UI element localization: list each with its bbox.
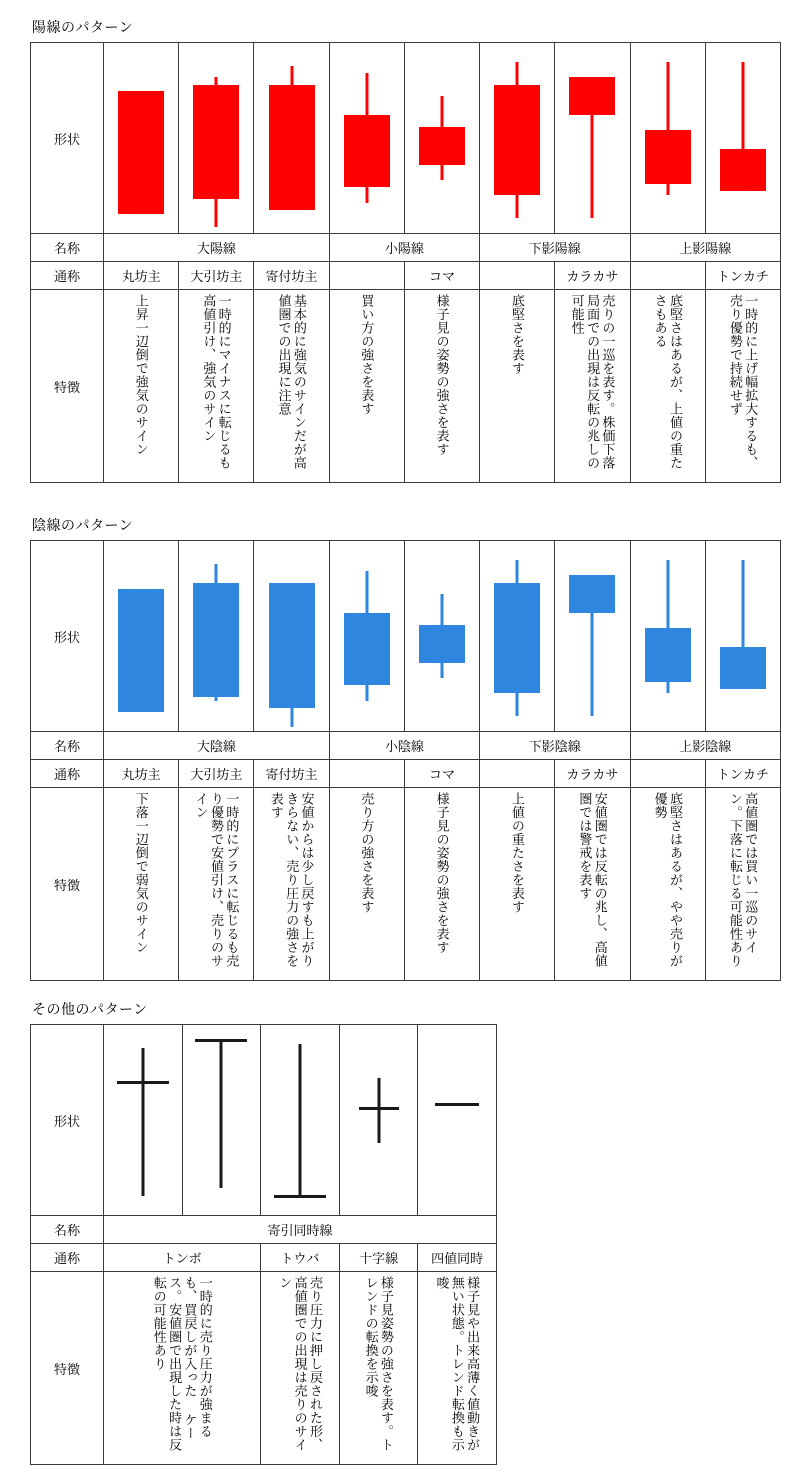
shape-cell <box>104 541 179 732</box>
shape-cell <box>329 541 404 732</box>
feature-text-wrap <box>405 788 479 980</box>
feature-text: 底堅さを表す <box>509 294 525 375</box>
feature-text: 安値圏では反転の兆し、高値圏では警戒を表す <box>577 792 608 968</box>
pattern-alias-cell: 大引坊主 <box>179 262 254 290</box>
alias-row <box>31 262 781 290</box>
doji-shape <box>183 1025 261 1215</box>
pattern-name-cell: 小陽線 <box>329 234 479 262</box>
row-label-shape: 形状 <box>31 1025 104 1216</box>
shape-cell <box>705 43 780 234</box>
feature-text-wrap <box>254 788 328 980</box>
pattern-name-cell: 小陰線 <box>329 732 479 760</box>
doji-shape <box>261 1025 339 1215</box>
feature-text: 買い方の強さを表す <box>359 294 375 416</box>
pattern-feature-cell <box>705 290 780 483</box>
feature-text-wrap <box>179 788 253 980</box>
candle-shape <box>104 541 178 731</box>
doji-shape <box>340 1025 418 1215</box>
pattern-feature-cell <box>254 788 329 981</box>
feature-text-wrap <box>631 290 705 482</box>
feature-text-wrap <box>104 290 178 482</box>
pattern-alias-cell: 丸坊主 <box>104 262 179 290</box>
shape-cell <box>404 43 479 234</box>
pattern-feature-cell <box>480 290 555 483</box>
name-row <box>31 234 781 262</box>
shape-cell <box>254 541 329 732</box>
feature-text: 売り圧力に押し戻された形、高値圏での出現は売りのサイン <box>277 1276 323 1452</box>
doji-shape <box>418 1025 496 1215</box>
feature-text: 売りの一巡を表す。株価下落局面での出現は反転の兆しの可能性 <box>569 294 616 470</box>
pattern-feature-cell <box>630 290 705 483</box>
pattern-feature-cell <box>254 290 329 483</box>
shape-cell <box>404 541 479 732</box>
feature-text-wrap <box>706 290 780 482</box>
pattern-alias-cell: トンカチ <box>705 262 780 290</box>
pattern-table-bearish <box>30 540 781 981</box>
shape-cell <box>480 541 555 732</box>
shape-cell <box>254 43 329 234</box>
doji-horizontal-line <box>435 1103 479 1106</box>
shape-cell <box>261 1025 340 1216</box>
doji-horizontal-line <box>359 1107 399 1110</box>
shape-cell <box>339 1025 418 1216</box>
candle-shape <box>631 43 705 233</box>
name-row <box>31 732 781 760</box>
feature-text-wrap <box>261 1272 339 1464</box>
feature-text-wrap <box>104 1272 260 1464</box>
pattern-alias-cell: 丸坊主 <box>104 760 179 788</box>
candle-shape <box>405 43 479 233</box>
feature-text: 売り方の強さを表す <box>359 792 375 914</box>
pattern-feature-cell <box>555 290 630 483</box>
pattern-feature-cell <box>179 290 254 483</box>
pattern-feature-cell <box>404 788 479 981</box>
pattern-feature-cell <box>418 1272 497 1465</box>
section-title: その他のパターン <box>32 1001 148 1017</box>
candle-body <box>118 91 164 215</box>
feature-text: 一時的に上げ幅拡大するも、売り優勢で持続せず <box>727 294 759 470</box>
shape-row <box>31 43 781 234</box>
pattern-alias-cell <box>630 760 705 788</box>
pattern-feature-cell <box>179 788 254 981</box>
candle-body <box>344 613 390 685</box>
pattern-alias-cell <box>329 760 404 788</box>
candle-shape <box>104 43 178 233</box>
row-label-feature: 特徴 <box>31 788 104 981</box>
feature-text-wrap <box>480 788 554 980</box>
pattern-alias-cell: 大引坊主 <box>179 760 254 788</box>
pattern-feature-cell <box>261 1272 340 1465</box>
shape-cell <box>705 541 780 732</box>
candle-body <box>720 149 766 191</box>
feature-text: 高値圏では買い一巡のサイン。下落に転じる可能性あり <box>727 792 759 968</box>
pattern-alias-cell: カラカサ <box>555 262 630 290</box>
candle-shape <box>254 541 328 731</box>
candle-body <box>645 628 691 681</box>
shape-cell <box>182 1025 261 1216</box>
shape-cell <box>630 541 705 732</box>
candle-body <box>494 85 540 195</box>
feature-text-wrap <box>104 788 178 980</box>
candle-shape <box>555 541 629 731</box>
feature-text-wrap <box>631 788 705 980</box>
pattern-name-cell: 上影陰線 <box>630 732 780 760</box>
feature-text: 一時的に売り圧力が強まるも、買戻しが入った ケース。安値圏で出現した時は反転の可能性あり <box>151 1276 213 1452</box>
alias-row <box>31 1244 497 1272</box>
pattern-name-cell: 大陰線 <box>104 732 330 760</box>
section-title: 陰線のパターン <box>32 517 134 533</box>
candle-shape <box>330 541 404 731</box>
pattern-feature-cell <box>404 290 479 483</box>
candle-body <box>193 583 239 697</box>
doji-vertical-line <box>220 1040 223 1188</box>
pattern-alias-cell <box>480 262 555 290</box>
row-label-name: 名称 <box>31 1216 104 1244</box>
feature-text-wrap <box>330 290 404 482</box>
shape-cell <box>104 1025 183 1216</box>
candle-body <box>118 589 164 713</box>
feature-row <box>31 1272 497 1465</box>
candle-shape <box>480 541 554 731</box>
pattern-alias-cell <box>480 760 555 788</box>
candle-shape <box>631 541 705 731</box>
shape-row <box>31 1025 497 1216</box>
feature-text: 様子見の姿勢の強さを表す <box>434 792 450 954</box>
alias-row <box>31 760 781 788</box>
feature-text-wrap <box>480 290 554 482</box>
pattern-feature-cell <box>104 290 179 483</box>
pattern-feature-cell <box>329 788 404 981</box>
doji-vertical-line <box>141 1048 144 1196</box>
feature-text: 底堅さはあるが、やや売りが優勢 <box>652 792 683 968</box>
pattern-alias-cell <box>329 262 404 290</box>
feature-text: 様子見の姿勢の強さを表す <box>434 294 450 456</box>
pattern-alias-cell: 寄付坊主 <box>254 262 329 290</box>
feature-text-wrap <box>340 1272 418 1464</box>
row-label-feature: 特徴 <box>31 290 104 483</box>
feature-text-wrap <box>555 290 629 482</box>
pattern-feature-cell <box>555 788 630 981</box>
pattern-alias-cell: トンカチ <box>705 760 780 788</box>
feature-row <box>31 290 781 483</box>
candle-shape <box>706 541 780 731</box>
candle-body <box>569 575 615 613</box>
row-label-name: 名称 <box>31 732 104 760</box>
doji-vertical-line <box>298 1044 301 1196</box>
candle-shape <box>706 43 780 233</box>
pattern-table-bullish <box>30 42 781 483</box>
candle-body <box>193 85 239 199</box>
pattern-alias-cell: コマ <box>404 760 479 788</box>
pattern-alias-cell: 四値同時 <box>418 1244 497 1272</box>
feature-text: 一時的にマイナスに転じるも高値引け、強気のサイン <box>201 294 232 470</box>
pattern-feature-cell <box>480 788 555 981</box>
candle-body <box>344 115 390 187</box>
feature-text-wrap <box>418 1272 496 1464</box>
candle-shape <box>254 43 328 233</box>
pattern-alias-cell: 十字線 <box>339 1244 418 1272</box>
feature-text: 上値の重たさを表す <box>509 792 525 914</box>
pattern-name-cell: 上影陽線 <box>630 234 780 262</box>
doji-shape <box>104 1025 182 1215</box>
feature-text: 様子見や出来高薄く値動きが無い状態。トレンド転換も示唆 <box>434 1276 481 1452</box>
shape-cell <box>555 541 630 732</box>
pattern-feature-cell <box>339 1272 418 1465</box>
feature-text: 底堅さはあるが、上値の重たさもある <box>652 294 683 470</box>
feature-text: 安値からは少し戻すも上がりきらない、売り圧力の強さを表す <box>268 792 315 968</box>
pattern-feature-cell <box>104 788 179 981</box>
shape-cell <box>480 43 555 234</box>
doji-horizontal-line <box>117 1081 169 1084</box>
row-label-alias: 通称 <box>31 262 104 290</box>
candle-body <box>419 127 465 165</box>
candle-shape <box>555 43 629 233</box>
pattern-alias-cell: 寄付坊主 <box>254 760 329 788</box>
row-label-alias: 通称 <box>31 1244 104 1272</box>
pattern-name-cell: 下影陽線 <box>480 234 630 262</box>
candle-body <box>494 583 540 693</box>
row-label-shape: 形状 <box>31 43 104 234</box>
shape-cell <box>329 43 404 234</box>
section-other <box>30 1000 490 1465</box>
row-label-name: 名称 <box>31 234 104 262</box>
pattern-feature-cell <box>705 788 780 981</box>
pattern-alias-cell: トウバ <box>261 1244 340 1272</box>
row-label-feature: 特徴 <box>31 1272 104 1465</box>
shape-cell <box>179 43 254 234</box>
doji-horizontal-line <box>274 1195 326 1198</box>
pattern-alias-cell: カラカサ <box>555 760 630 788</box>
candle-shape <box>179 43 253 233</box>
candle-body <box>269 85 315 210</box>
feature-text-wrap <box>254 290 328 482</box>
feature-row <box>31 788 781 981</box>
pattern-alias-cell: トンボ <box>104 1244 261 1272</box>
pattern-alias-cell <box>630 262 705 290</box>
feature-text-wrap <box>555 788 629 980</box>
shape-cell <box>630 43 705 234</box>
candle-shape <box>480 43 554 233</box>
row-label-alias: 通称 <box>31 760 104 788</box>
shape-cell <box>104 43 179 234</box>
feature-text: 上昇一辺倒で強気のサイン <box>133 294 149 456</box>
pattern-name-cell: 寄引同時線 <box>104 1216 497 1244</box>
section-bullish <box>30 18 770 483</box>
pattern-name-cell: 大陽線 <box>104 234 330 262</box>
section-bearish <box>30 516 770 981</box>
feature-text-wrap <box>706 788 780 980</box>
shape-row <box>31 541 781 732</box>
candle-body <box>419 625 465 663</box>
feature-text: 一時的にプラスに転じるも売り優勢で安値引け、売りのサイン <box>193 792 240 968</box>
pattern-name-cell: 下影陰線 <box>480 732 630 760</box>
pattern-feature-cell <box>329 290 404 483</box>
feature-text: 様子見姿勢の強さを表す。トレンドの転換を示唆 <box>363 1276 394 1452</box>
shape-cell <box>179 541 254 732</box>
candle-body <box>720 647 766 689</box>
name-row <box>31 1216 497 1244</box>
section-title: 陽線のパターン <box>32 19 134 35</box>
pattern-table-other <box>30 1024 497 1465</box>
candle-shape <box>330 43 404 233</box>
candle-body <box>645 130 691 183</box>
feature-text-wrap <box>330 788 404 980</box>
feature-text-wrap <box>179 290 253 482</box>
row-label-shape: 形状 <box>31 541 104 732</box>
feature-text: 下落一辺倒で弱気のサイン <box>133 792 149 954</box>
feature-text-wrap <box>405 290 479 482</box>
shape-cell <box>418 1025 497 1216</box>
pattern-feature-cell <box>630 788 705 981</box>
feature-text: 基本的に強気のサインだが高値圏での出現に注意 <box>276 294 307 470</box>
doji-vertical-line <box>377 1078 380 1143</box>
candle-body <box>269 583 315 708</box>
candle-shape <box>405 541 479 731</box>
pattern-feature-cell <box>104 1272 261 1465</box>
shape-cell <box>555 43 630 234</box>
pattern-alias-cell: コマ <box>404 262 479 290</box>
doji-horizontal-line <box>195 1039 247 1042</box>
candle-shape <box>179 541 253 731</box>
candle-body <box>569 77 615 115</box>
